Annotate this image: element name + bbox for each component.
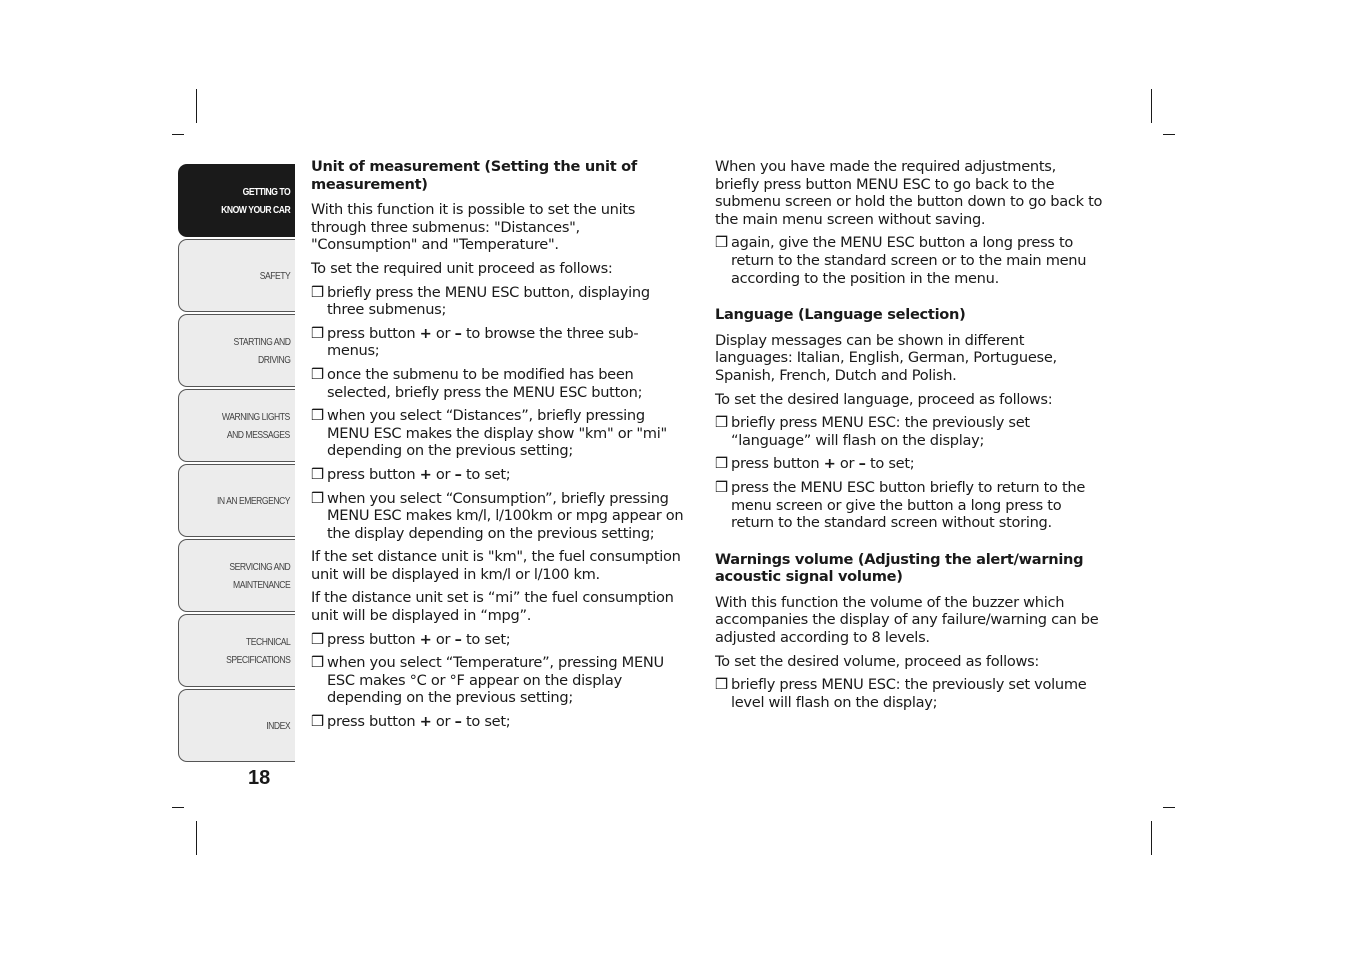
checkbox-bullet-icon: ❒ — [311, 654, 324, 672]
minus-symbol: – — [454, 465, 462, 483]
tab-servicing-and-maintenance[interactable] — [178, 539, 295, 612]
list-item-text: briefly press MENU ESC: the previously set “language” will flash on the display; — [731, 414, 1030, 449]
tab-label: GETTING TO KNOW YOUR CAR — [220, 185, 290, 216]
list-item — [715, 676, 1103, 711]
tab-safety[interactable] — [178, 239, 295, 312]
checkbox-bullet-icon: ❒ — [311, 630, 324, 648]
plus-symbol: + — [419, 630, 432, 648]
list-item-text: press button — [327, 713, 420, 731]
list-item — [311, 490, 689, 543]
checkbox-bullet-icon: ❒ — [311, 489, 324, 507]
paragraph: To set the desired language, proceed as follows: — [715, 390, 1053, 408]
crop-mark — [172, 807, 184, 808]
paragraph: With this function it is possible to set the units through three submenus: "Distances", "Consumption" and "Temperature". — [311, 201, 636, 254]
plus-symbol: + — [419, 324, 432, 342]
list-item-text: to set; — [461, 465, 511, 483]
list-item — [311, 284, 689, 319]
minus-symbol: – — [454, 630, 462, 648]
list-item — [311, 631, 689, 649]
list-item — [311, 325, 689, 360]
tab-label: TECHNICAL SPECIFICATIONS — [225, 635, 290, 666]
right-column — [715, 158, 1103, 717]
crop-mark — [1163, 134, 1175, 135]
list-item — [715, 414, 1103, 449]
list-item-text: when you select “Temperature”, pressing MENU ESC makes °C or °F appear on the display depending on the previous setting; — [327, 654, 664, 707]
crop-mark — [1163, 807, 1175, 808]
list-item — [715, 234, 1103, 287]
checkbox-bullet-icon: ❒ — [311, 324, 324, 342]
minus-symbol: – — [454, 713, 462, 731]
section-heading: Warnings volume (Adjusting the alert/warning acoustic signal volume) — [715, 550, 1084, 586]
list-item-text: press the MENU ESC button briefly to return to the menu screen or give the button a long press to return to the standard screen without storing. — [731, 478, 1086, 532]
tab-getting-to-know-your-car[interactable] — [178, 164, 295, 237]
tab-label: SAFETY — [259, 269, 290, 282]
checkbox-bullet-icon: ❒ — [715, 455, 728, 473]
list-item-text: when you select “Consumption”, briefly pressing MENU ESC makes km/l, l/100km or mpg appear on the display depending on the previous setting; — [327, 489, 684, 542]
crop-mark — [172, 134, 184, 135]
checkbox-bullet-icon: ❒ — [715, 478, 728, 496]
paragraph: If the distance unit set is “mi” the fuel consumption unit will be displayed in “mpg”. — [311, 589, 674, 625]
list-item-text: once the submenu to be modified has been selected, briefly press the MENU ESC button; — [327, 365, 643, 401]
tab-label: SERVICING AND MAINTENANCE — [229, 560, 290, 591]
tab-label: INDEX — [266, 719, 290, 732]
minus-symbol: – — [454, 324, 462, 342]
section-heading: Unit of measurement (Setting the unit of measurement) — [311, 158, 637, 193]
list-item — [715, 479, 1103, 532]
crop-mark — [196, 821, 197, 855]
plus-symbol: + — [823, 455, 836, 473]
crop-mark — [1151, 821, 1152, 855]
list-item-text: briefly press MENU ESC: the previously set volume level will flash on the display; — [731, 676, 1087, 711]
tab-starting-and-driving[interactable] — [178, 314, 295, 387]
list-item-text: to set; — [865, 455, 915, 473]
tab-in-an-emergency[interactable] — [178, 464, 295, 537]
crop-mark — [196, 89, 197, 123]
checkbox-bullet-icon: ❒ — [311, 365, 324, 383]
checkbox-bullet-icon: ❒ — [311, 713, 324, 731]
crop-mark — [1151, 89, 1152, 123]
tab-label: IN AN EMERGENCY — [216, 494, 290, 507]
list-item-text: press button — [731, 455, 824, 473]
tab-label: STARTING AND DRIVING — [233, 335, 290, 366]
list-item-text: press button — [327, 630, 420, 648]
list-item-text: press button — [327, 324, 420, 342]
list-item — [311, 654, 689, 707]
list-item-text: or — [431, 713, 455, 731]
list-item-text: press button — [327, 465, 420, 483]
list-item-text: or — [431, 324, 455, 342]
plus-symbol: + — [419, 465, 432, 483]
tab-index[interactable] — [178, 689, 295, 762]
paragraph: If the set distance unit is "km", the fuel consumption unit will be displayed in km/l or l/100 km. — [311, 548, 681, 583]
checkbox-bullet-icon: ❒ — [311, 407, 324, 425]
list-item-text: or — [431, 465, 455, 483]
checkbox-bullet-icon: ❒ — [715, 414, 728, 432]
minus-symbol: – — [858, 455, 866, 473]
list-item-text: to browse the three sub-menus; — [327, 324, 639, 360]
paragraph: With this function the volume of the buzzer which accompanies the display of any failure/warning can be adjusted according to 8 levels. — [715, 593, 1099, 647]
list-item — [311, 366, 689, 401]
tab-label: WARNING LIGHTS AND MESSAGES — [222, 410, 290, 441]
list-item-text: again, give the MENU ESC button a long press to return to the standard screen or to the main menu according to the position in the menu. — [731, 234, 1087, 287]
list-item-text: or — [431, 630, 455, 648]
list-item-text: when you select “Distances”, briefly pressing MENU ESC makes the display show "km" or "mi" depending on the previous setting; — [327, 407, 667, 460]
paragraph: To set the required unit proceed as follows: — [311, 259, 613, 277]
list-item — [311, 713, 689, 731]
section-heading: Language (Language selection) — [715, 306, 966, 324]
paragraph: To set the desired volume, proceed as follows: — [715, 652, 1040, 670]
page-number: 18 — [248, 767, 271, 789]
left-column — [311, 158, 689, 737]
list-item — [311, 466, 689, 484]
paragraph: Display messages can be shown in different languages: Italian, English, German, Portuguese, Spanish, French, Dutch and Polish. — [715, 331, 1057, 384]
checkbox-bullet-icon: ❒ — [715, 676, 728, 694]
checkbox-bullet-icon: ❒ — [715, 234, 728, 252]
checkbox-bullet-icon: ❒ — [311, 283, 324, 301]
list-item-text: to set; — [461, 713, 511, 731]
tab-warning-lights[interactable] — [178, 389, 295, 462]
paragraph: When you have made the required adjustments, briefly press button MENU ESC to go back to the submenu screen or hold the button down to go back to the main menu screen without saving. — [715, 158, 1103, 228]
tab-technical-specifications[interactable] — [178, 614, 295, 687]
list-item-text: or — [835, 455, 859, 473]
plus-symbol: + — [419, 713, 432, 731]
list-item-text: briefly press the MENU ESC button, displaying three submenus; — [327, 283, 650, 319]
list-item — [311, 407, 689, 460]
list-item — [715, 455, 1103, 473]
checkbox-bullet-icon: ❒ — [311, 465, 324, 483]
list-item-text: to set; — [461, 630, 511, 648]
